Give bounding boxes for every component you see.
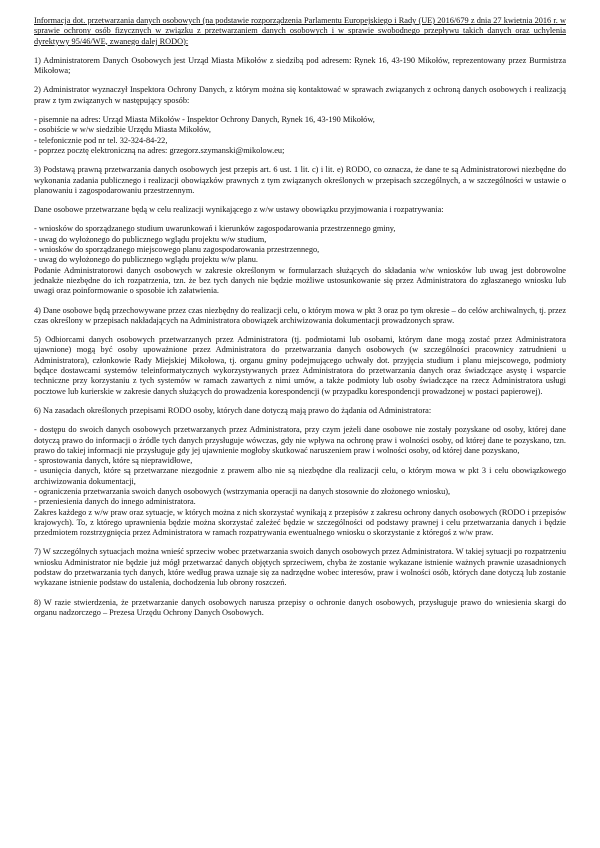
purpose-item: - uwag do wyłożonego do publicznego wglądu projektu w/w planu. [34,255,258,265]
contact-item-postal: - pisemnie na adres: Urząd Miasta Mikołów - Inspektor Ochrony Danych, Rynek 16, 43-190 Mikołów, [34,115,375,125]
section-2-contact-list [34,115,566,156]
section-6-intro: 6) Na zasadach określonych przepisami RODO osoby, których dane dotyczą mają prawo do żądania od Administratora: [34,405,432,415]
purpose-item: - wniosków do sporządzanego studium uwarunkowań i kierunków zagospodarowania przestrzennego gminy, [34,224,396,234]
right-item-restriction: - ograniczenia przetwarzania swoich danych osobowych (wstrzymania operacji na danych stosownie do złożonego wniosku), [34,486,451,496]
right-item-portability: - przeniesienia danych do innego administratora. [34,497,196,507]
section-2-intro: 2) Administrator wyznaczył Inspektora Ochrony Danych, z którym można się kontaktować w sprawach związanych z ochroną danych osobowych i realizacją praw z tym związanych w następujący sposób: [34,85,566,105]
right-item-access: - dostępu do swoich danych osobowych przetwarzanych przez Administratora, przy czym jeżeli dane osobowe nie zostały pozyskane od osoby, której dane dotyczą prawo do informacji o źródle tych danych przysługuje wówczas, gdy nie wpływa na ochronę praw i wolności osoby, od której dane te pozyskano, tzn. prawo do takiej informacji nie przysługuje gdy jej ujawnienie mogłoby skutkować naruszeniem praw i wolności osoby, od której dane pozyskano, [34,425,566,455]
contact-item-email: - poprzez pocztę elektroniczną na adres: grzegorz.szymanski@mikolow.eu; [34,145,285,155]
section-3-lead: Dane osobowe przetwarzane będą w celu realizacji wynikającego z w/w ustawy obowiązku przyjmowania i rozpatrywania: [34,205,444,215]
section-3-outro: Podanie Administratorowi danych osobowych w zakresie określonym w formularzach służących do składania w/w wniosków lub uwag jest dobrowolne jednakże niezbędne do ich rozpatrzenia, tzn. że bez tych danych nie będzie możliwe ustosunkowanie się przez Administratora do zgłaszanego wniosku lub uwagi oraz poinformowanie o sposobie ich załatwienia. [34,265,566,296]
section-3-intro: 3) Podstawą prawną przetwarzania danych osobowych jest przepis art. 6 ust. 1 lit. c) i lit. e) RODO, co oznacza, że dane te są Administratorowi niezbędne do wykonania zadania publicznego i realizacji obowiązków prawnych z tym związanych określonych w przepisach szczególnych, a w szczególności w ustawie o planowaniu i zagospodarowaniu przestrzennym. [34,165,566,195]
section-3-legal-basis [34,165,566,296]
contact-item-phone: - telefonicznie pod nr tel. 32-324-84-22, [34,135,168,145]
right-item-rectification: - sprostowania danych, które są nieprawidłowe, [34,456,193,466]
section-3-purpose-list [34,224,566,265]
contact-item-in-person: - osobiście w w/w siedzibie Urzędu Miasta Mikołów, [34,125,211,135]
section-8-complaint: 8) W razie stwierdzenia, że przetwarzanie danych osobowych narusza przepisy o ochronie danych osobowych, przysługuje prawo do wniesienia skargi do organu nadzorczego – Prezesa Urzędu Ochrony Danych Osobowych. [34,597,566,617]
section-4-retention: 4) Dane osobowe będą przechowywane przez czas niezbędny do realizacji celu, o którym mowa w pkt 3 oraz po tym okresie – do celów archiwalnych, tj. przez czas określony w przepisach nakładających na Administratora obowiązek archiwizowania dokumentacji prowadzonych spraw. [34,305,566,325]
purpose-item: - wniosków do sporządzanego miejscowego planu zagospodarowania przestrzennego, [34,245,320,255]
section-6-outro: Zakres każdego z w/w praw oraz sytuacje, w których można z nich skorzystać wynikają z przepisów z zakresu ochrony danych osobowych (RODO i przepisów krajowych). To, z którego uprawnienia będzie można skorzystać zależeć będzie w szczególności od podstawy prawnej i celu przetwarzania danych i będzie przedmiotem rozstrzygnięcia przez Administratora w ramach rozpatrywania ewentualnego wniosku o skorzystanie z któregoś z w/w praw. [34,507,566,538]
section-7-objection: 7) W szczególnych sytuacjach można wnieść sprzeciw wobec przetwarzania swoich danych osobowych przez Administratora. W takiej sytuacji po rozpatrzeniu wniosku Administrator nie będzie już mógł przetwarzać danych objętych sprzeciwem, chyba że zostanie wykazane istnienie ważnych prawnie uzasadnionych podstaw do przetwarzania tych danych, które według prawa uznaje się za nadrzędne wobec interesów, praw i wolności osób, których dane dotyczą lub zostanie wykazane istnienie podstaw do ustalenia, dochodzenia lub obrony roszczeń. [34,547,566,588]
section-5-recipients: 5) Odbiorcami danych osobowych przetwarzanych przez Administratora (tj. podmiotami lub osobami, którym dane mogą zostać przez Administratora ujawnione) mogą być osoby upoważnione przez Administratora do przetwarzania danych osobowych (w szczególności pracownicy zatrudnieni u Administratora), członkowie Rady Miejskiej Mikołowa, tj. organu gminy podejmującego uchwały dot. przyjęcia studium i planu miejscowego, podmioty będące dostawcami systemów teleinformatycznych wykorzystywanych przez Administratora do przetwarzania danych oraz świadczące asystę i wsparcie techniczne przy korzystaniu z tych systemów w ramach zawartych z nimi umów, a także podmioty lub osoby świadczące na rzecz Administratora usługi pocztowe lub kurierskie w zakresie danych służących do prowadzenia korespondencji (w przypadku korespondencji prowadzonej w postaci papierowej). [34,335,566,396]
section-6-rights-list [34,425,566,507]
purpose-item: - uwag do wyłożonego do publicznego wglądu projektu w/w studium, [34,234,267,244]
section-1-administrator: 1) Administratorem Danych Osobowych jest Urząd Miasta Mikołów z siedzibą pod adresem: Rynek 16, 43-190 Mikołów, reprezentowany przez Burmistrza Mikołowa; [34,55,566,76]
right-item-erasure: - usunięcia danych, które są przetwarzane niezgodnie z prawem albo nie są niezbędne dla realizacji celu, o którym mowa w pkt 3 i celu obowiązkowego archiwizowania dokumentacji, [34,466,566,486]
document-heading: Informacja dot. przetwarzania danych osobowych (na podstawie rozporządzenia Parlamentu Europejskiego i Rady (UE) 2016/679 z dnia 27 kwietnia 2016 r. w sprawie ochrony osób fizycznych w związku z przetwarzaniem danych osobowych i w sprawie swobodnego przepływu takich danych oraz uchylenia dyrektywy 95/46/WE, zwanego dalej RODO): [34,16,566,46]
section-2-data-protection-officer [34,85,566,156]
section-6-rights [34,406,566,539]
